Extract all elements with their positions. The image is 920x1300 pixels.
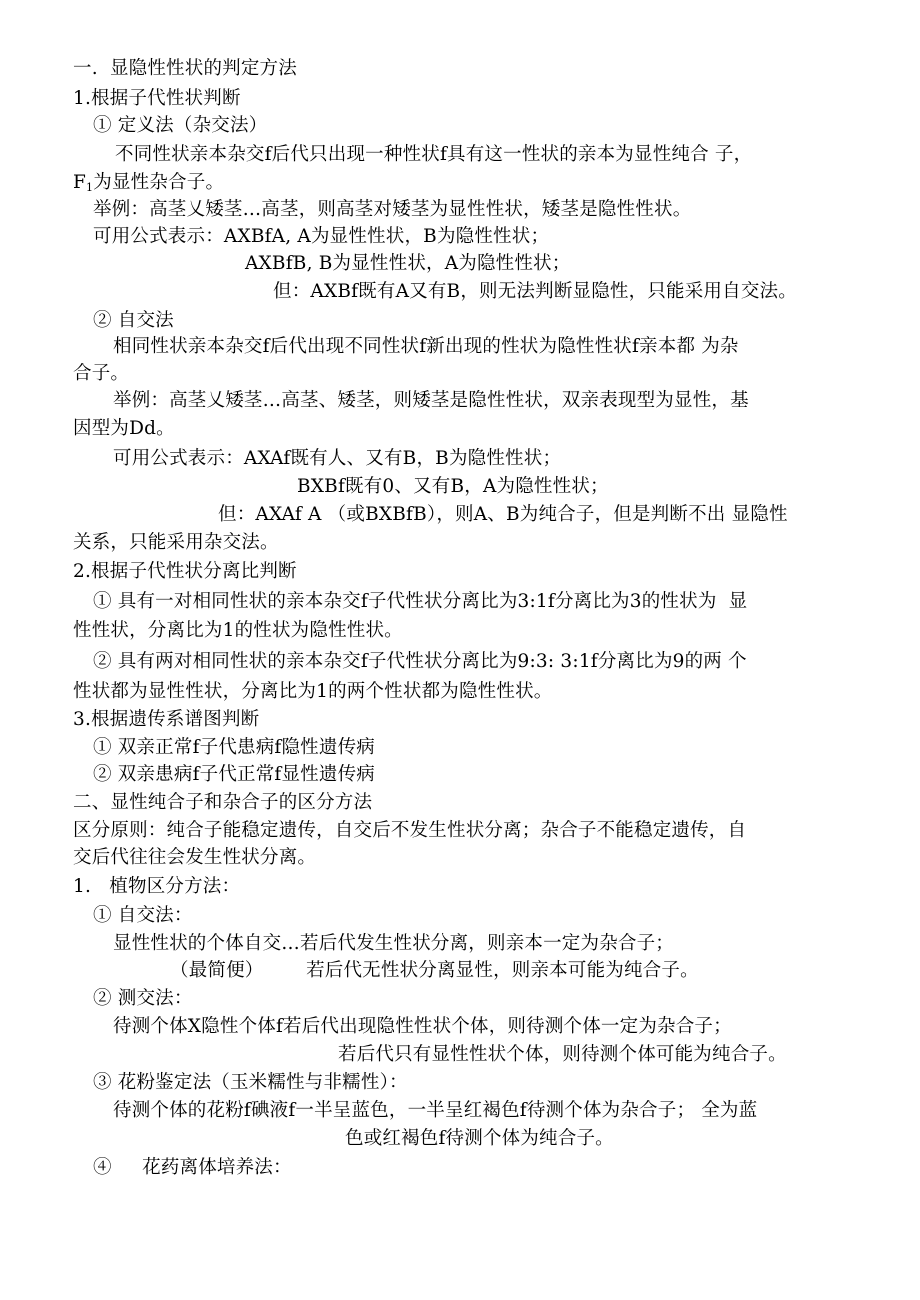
- paragraph-line: 色或红褐色f待测个体为纯合子。: [345, 1128, 614, 1149]
- formula-line: 可用公式表示：AXAf既有人、又有B，B为隐性性状；: [113, 448, 562, 469]
- f1-subscript: 1: [86, 181, 94, 194]
- subheading-1: 1.根据子代性状判断: [73, 88, 241, 109]
- list-item: ② 具有两对相同性状的亲本杂交f子代性状分离比为9:3: 3:1f分离比为9的两 个: [93, 651, 747, 672]
- formula-line: 但：AXBf既有A又有B，则无法判断显隐性，只能采用自交法。: [273, 281, 797, 302]
- heading-2: 二、显性纯合子和杂合子的区分方法: [73, 792, 373, 813]
- paragraph-line: 合子。: [73, 363, 130, 384]
- example-line: 举例：高茎乂矮茎…高茎、矮茎，则矮茎是隐性性状，双亲表现型为显性，基: [113, 390, 749, 411]
- list-item: ① 双亲正常f子代患病f隐性遗传病: [93, 737, 375, 758]
- formula-line: 但：AXAf A （或BXBfB），则A、B为纯合子，但是判断不出 显隐性: [218, 504, 788, 525]
- example-line: 举例：高茎乂矮茎…高茎，则高茎对矮茎为显性性状，矮茎是隐性性状。: [93, 199, 692, 220]
- method-title: ① 定义法（杂交法）: [93, 115, 268, 136]
- paragraph-line: 待测个体的花粉f碘液f一半呈蓝色，一半呈红褐色f待测个体为杂合子； 全为蓝: [113, 1100, 758, 1121]
- example-line: 因型为Dd。: [73, 418, 175, 439]
- method-title: ② 自交法: [93, 310, 174, 331]
- paragraph-line: 关系，只能采用杂交法。: [73, 532, 279, 553]
- paragraph-line: 待测个体X隐性个体f若后代出现隐性性状个体，则待测个体一定为杂合子；: [113, 1016, 732, 1037]
- method-title: ① 自交法：: [93, 905, 193, 926]
- paragraph-line: 不同性状亲本杂交f后代只出现一种性状f具有这一性状的亲本为显性纯合 子，: [115, 144, 753, 165]
- paragraph-line: 区分原则：纯合子能稳定遗传，自交后不发生性状分离；杂合子不能稳定遗传，自: [73, 820, 747, 841]
- f1-symbol: F: [73, 172, 87, 193]
- formula-line: 可用公式表示：AXBfA, A为显性性状，B为隐性性状；: [93, 226, 550, 247]
- formula-line: AXBfB, B为显性性状，A为隐性性状；: [245, 253, 571, 274]
- list-item: ② 双亲患病f子代正常f显性遗传病: [93, 764, 375, 785]
- subheading-plant: 1. 植物区分方法：: [73, 876, 241, 897]
- heading-1: 一. 显隐性性状的判定方法: [73, 58, 297, 79]
- paragraph-line: 若后代只有显性性状个体，则待测个体可能为纯合子。: [338, 1044, 787, 1065]
- f1-text: 为显性杂合子。: [93, 172, 225, 193]
- paragraph-line: [73, 171, 224, 200]
- paragraph-line: 性状都为显性性状，分离比为1的两个性状都为隐性性状。: [73, 681, 553, 702]
- paragraph-line: 性性状，分离比为1的性状为隐性性状。: [73, 620, 403, 641]
- subheading-3: 3.根据遗传系谱图判断: [73, 709, 260, 730]
- list-item: ① 具有一对相同性状的亲本杂交f子代性状分离比为3:1f分离比为3的性状为 显: [93, 591, 748, 612]
- formula-line: BXBf既有0、又有B，A为隐性性状；: [297, 476, 609, 497]
- paragraph-line: （最简便） 若后代无性状分离显性，则亲本可能为纯合子。: [170, 960, 699, 981]
- subheading-2: 2.根据子代性状分离比判断: [73, 561, 297, 582]
- paragraph-line: 相同性状亲本杂交f后代出现不同性状f新出现的性状为隐性性状f亲本都 为杂: [113, 336, 739, 357]
- method-title: ② 测交法：: [93, 988, 193, 1009]
- method-title: ④ 花药离体培养法：: [93, 1157, 292, 1178]
- paragraph-line: 交后代往往会发生性状分离。: [73, 847, 317, 868]
- method-title: ③ 花粉鉴定法（玉米糯性与非糯性）：: [93, 1072, 408, 1093]
- paragraph-line: 显性性状的个体自交…若后代发生性状分离，则亲本一定为杂合子；: [113, 933, 675, 954]
